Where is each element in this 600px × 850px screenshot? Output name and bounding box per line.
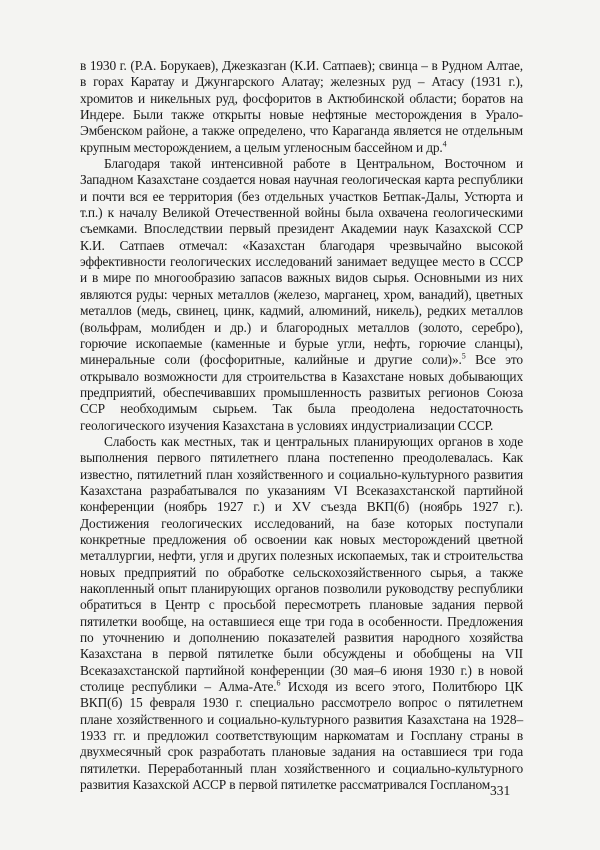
footnote-ref-6: 6 <box>276 678 281 688</box>
paragraph-1 <box>80 58 523 156</box>
page-number: 331 <box>490 783 511 798</box>
paragraph-3 <box>80 434 523 794</box>
body-text <box>80 58 523 793</box>
footnote-ref-5: 5 <box>461 351 466 361</box>
paragraph-1-text: в 1930 г. (Р.А. Борукаев), Джезказган (К.И. Сатпаев); свинца – в Рудном Алтае, в горах Каратау и Джунгарского Алатау; железных руд – Атасу (1931 г.), хромитов и никельных руд, фосфоритов в Актюбинской области; боратов на Индере. Были также открыты новые нефтяные месторождения в Урало-Эмбенском районе, а также определено, что Караганда является не отдельным крупным месторождением, а целым угленосным бассейном и др. <box>80 58 523 155</box>
paragraph-3-text: Слабость как местных, так и центральных планирующих органов в ходе выполнения первого пятилетнего плана постепенно преодолевалась. Как известно, пятилетний план хозяйственного и социально-культурного развития Казахстана разрабатывался по указаниям VI Всеказахстанской партийной конференции (ноябрь 1927 г.) и XV съезда ВКП(б) (ноябрь 1927 г.). Достижения геологических исследований, на базе которых поступали конкретные предложения об освоении как новых месторождений цветной металлургии, нефти, угля и других полезных ископаемых, так и строительства новых предприятий по обработке сельскохозяйственного сырья, а также накопленный опыт планирующих органов позволили руководству республики обратиться в Центр с просьбой пересмотреть плановые задания первой пятилетки вообще, на оставшиеся еще три года в особенности. Предложения по уточнению и дополнению показателей развития народного хозяйства Казахстана в первой пятилетке были обсуждены и обобщены на VII Всеказахстанской партийной конференции (30 мая–6 июня 1930 г.) в новой столице республики – Алма-Ате. <box>80 433 523 695</box>
paragraph-2 <box>80 156 523 434</box>
paragraph-3-tail: Исходя из всего этого, Политбюро ЦК ВКП(б) 15 февраля 1930 г. специально рассмотрело вопрос о пятилетнем плане хозяйственного и социально-культурного развития Казахстана на 1928–1933 гг. и предложил соответствующим наркоматам и Госплану страны в двухмесячный срок разработать плановые задания на оставшиеся три года пятилетки. Переработанный план хозяйственного и социально-культурного развития Казахской АССР в первой пятилетке рассматривался Госпланом <box>80 679 523 793</box>
footnote-ref-4: 4 <box>442 139 447 149</box>
paragraph-2-text: Благодаря такой интенсивной работе в Центральном, Восточном и Западном Казахстане создается новая научная геологическая карта республики и почти вся ее территория (без отдельных участков Бетпак-Далы, Устюрта и т.п.) к началу Великой Отечественной войны была охвачена геологическими съемками. Впоследствии первый президент Академии наук Казахской ССР К.И. Сатпаев отмечал: «Казахстан благодаря чрезвычайно высокой эффективности геологических исследований занимает ведущее место в СССР и в мире по многообразию запасов важных видов сырья. Основными из них являются руды: черных металлов (железо, марганец, хром, ванадий), цветных металлов (медь, свинец, цинк, кадмий, алюминий, никель), редких металлов (вольфрам, молибден и др.) и благородных металлов (золото, серебро), горючие ископаемые (каменные и бурые угли, нефть, горючие сланцы), минеральные соли (фосфоритные, калийные и другие соли)». <box>80 156 523 368</box>
paragraph-2-tail: Все это открывало возможности для строительства в Казахстане новых добывающих предприятий, обеспечивавших промышленность развитых регионов Союза ССР необходимым сырьем. Так была преодолена недостаточность геологического изучения Казахстана в условиях индустриализации СССР. <box>80 352 523 433</box>
